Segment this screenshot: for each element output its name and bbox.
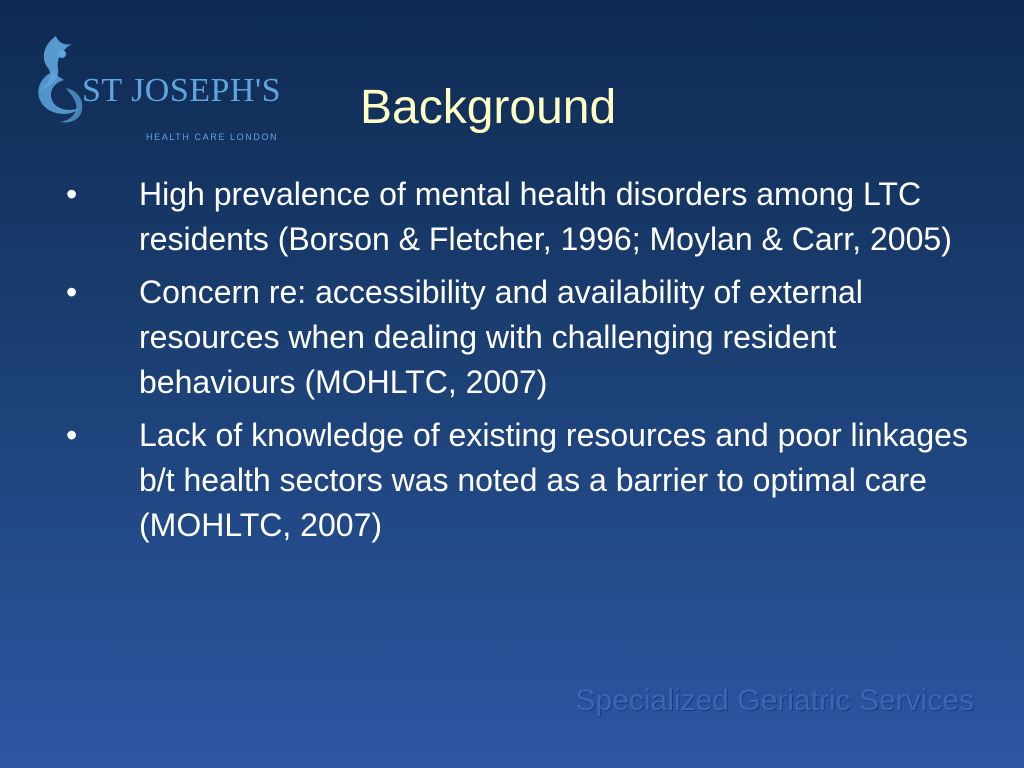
bullet-item	[0, 270, 1024, 405]
st-josephs-logo	[26, 28, 306, 142]
logo-name: ST JOSEPH'S	[82, 72, 282, 109]
bullet-marker: •	[66, 176, 78, 212]
bullet-item	[0, 172, 1024, 262]
bullet-text: Concern re: accessibility and availability of external resources when dealing with challenging resident behaviours (MOHLTC, 2007)	[139, 274, 863, 400]
slide-title: Background	[360, 81, 617, 134]
bullet-item	[0, 413, 1024, 548]
bullet-marker: •	[66, 417, 78, 453]
bullet-text: Lack of knowledge of existing resources and poor linkages b/t health sectors was noted as a barrier to optimal care (MOHLTC, 2007)	[139, 417, 968, 543]
bullet-marker: •	[66, 274, 78, 310]
bullet-list	[0, 172, 1024, 556]
bullet-text: High prevalence of mental health disorders among LTC residents (Borson & Fletcher, 1996; Moylan & Carr, 2005)	[139, 176, 952, 257]
logo-subtitle: HEALTH CARE LONDON	[146, 132, 279, 142]
footer-department-name: Specialized Geriatric Services	[575, 684, 974, 717]
